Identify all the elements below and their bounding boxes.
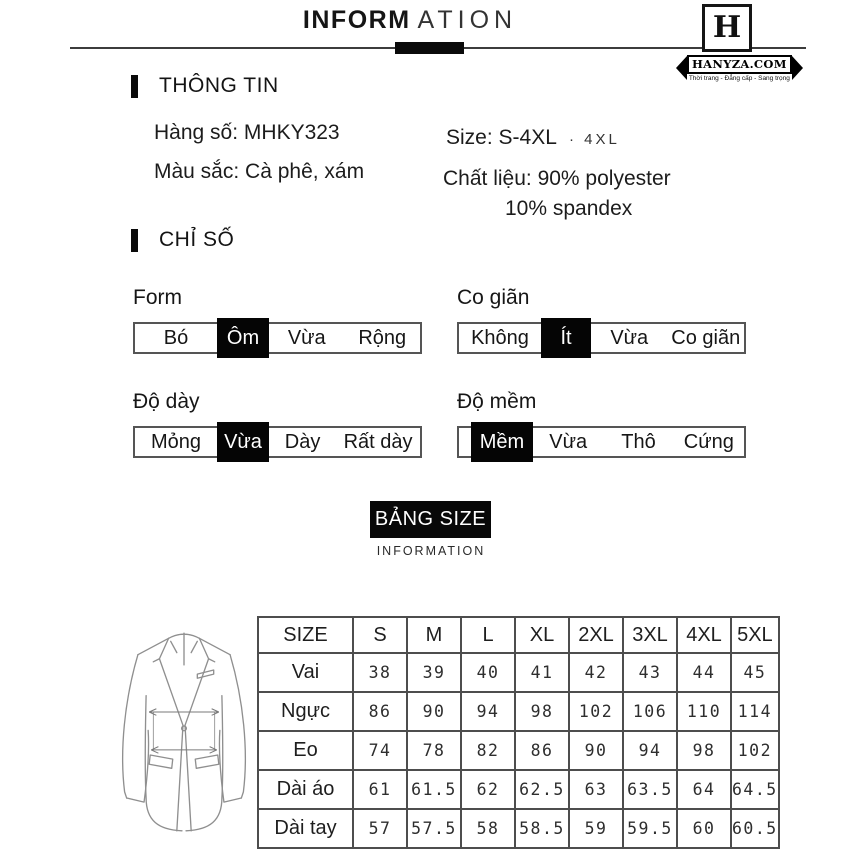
product-code-value: MHKY323 <box>243 121 340 144</box>
size-table-header-cell: L <box>461 617 515 653</box>
size-table-cell: 82 <box>461 731 515 770</box>
size-table-cell: 42 <box>569 653 623 692</box>
size-table-cell: 94 <box>461 692 515 731</box>
size-table-cell: 40 <box>461 653 515 692</box>
page-title <box>0 6 820 35</box>
size-table-cell: 45 <box>731 653 779 692</box>
size-table-cell: 86 <box>515 731 569 770</box>
scale-option: Cứng <box>683 430 734 453</box>
size-table-body <box>258 653 779 848</box>
size-table-cell: 90 <box>569 731 623 770</box>
size-table-row <box>258 770 779 809</box>
size-table-header-cell: S <box>353 617 407 653</box>
size-table-header-cell: 3XL <box>623 617 677 653</box>
scale-option: Co giãn <box>671 326 741 349</box>
size-table-cell: 60.5 <box>731 809 779 848</box>
size-table-header-cell: 4XL <box>677 617 731 653</box>
size-table-header-cell: XL <box>515 617 569 653</box>
scale-thickness <box>133 390 422 458</box>
section-heading-metrics-label: CHỈ SỐ <box>159 228 235 251</box>
scale-option-selected: Vừa <box>217 422 269 462</box>
size-table-cell: 60 <box>677 809 731 848</box>
size-table-cell: 61 <box>353 770 407 809</box>
ribbon-center <box>687 55 792 82</box>
scale-thickness-label: Độ dày <box>133 390 200 413</box>
scale-option-selected: Ôm <box>217 318 269 358</box>
size-table-row <box>258 653 779 692</box>
size-table-cell: 102 <box>569 692 623 731</box>
size-table-header-cell: 5XL <box>731 617 779 653</box>
size-chart-subtitle: INFORMATION <box>376 544 486 558</box>
page-title-strong: INFORM <box>302 6 411 34</box>
brand-monogram: H <box>712 10 742 45</box>
scale-softness-track <box>457 426 746 458</box>
scale-form <box>133 286 422 354</box>
size-table-row-label: Vai <box>258 653 353 692</box>
product-code-line <box>154 121 340 145</box>
scale-stretch-label: Co giãn <box>457 286 530 309</box>
scale-stretch-track <box>457 322 746 354</box>
product-color-label: Màu sắc: <box>154 160 240 183</box>
section-heading-info <box>131 74 279 98</box>
section-bar-icon <box>131 229 138 252</box>
section-bar-icon <box>131 75 138 98</box>
product-material-line-2 <box>505 197 632 221</box>
scale-option: Dày <box>284 430 321 453</box>
size-table-row <box>258 731 779 770</box>
size-table-cell: 102 <box>731 731 779 770</box>
size-table-cell: 94 <box>623 731 677 770</box>
size-table-head-row <box>258 617 779 653</box>
jacket-line-art <box>111 626 257 839</box>
size-table-cell: 63.5 <box>623 770 677 809</box>
size-table-cell: 41 <box>515 653 569 692</box>
size-table-header-cell: 2XL <box>569 617 623 653</box>
size-table-cell: 64.5 <box>731 770 779 809</box>
size-table-cell: 58 <box>461 809 515 848</box>
scale-option: Rất dày <box>343 430 413 453</box>
size-table-cell: 90 <box>407 692 461 731</box>
size-table-cell: 44 <box>677 653 731 692</box>
size-table-header-cell: M <box>407 617 461 653</box>
section-heading-info-label: THÔNG TIN <box>159 74 279 97</box>
size-table-cell: 43 <box>623 653 677 692</box>
scale-option: Rộng <box>358 326 407 349</box>
size-table-cell: 59.5 <box>623 809 677 848</box>
size-table-cell: 114 <box>731 692 779 731</box>
scale-stretch <box>457 286 746 354</box>
section-heading-metrics <box>131 228 234 252</box>
size-table-cell: 106 <box>623 692 677 731</box>
header-divider-accent <box>395 42 464 54</box>
product-size-label: Size: <box>446 126 493 149</box>
scale-form-track <box>133 322 422 354</box>
size-table <box>257 616 780 849</box>
size-table-header-cell: SIZE <box>258 617 353 653</box>
scale-form-label: Form <box>133 286 182 309</box>
brand-ribbon <box>676 55 790 82</box>
size-table-row-label: Dài áo <box>258 770 353 809</box>
scale-option-selected: Mềm <box>471 422 533 462</box>
size-table-cell: 110 <box>677 692 731 731</box>
scale-option: Vừa <box>287 326 326 349</box>
size-table-cell: 58.5 <box>515 809 569 848</box>
size-table-cell: 62.5 <box>515 770 569 809</box>
product-color-line <box>154 160 364 184</box>
size-table-row <box>258 692 779 731</box>
size-table-cell: 86 <box>353 692 407 731</box>
size-table-cell: 74 <box>353 731 407 770</box>
size-table-cell: 62 <box>461 770 515 809</box>
size-table-cell: 63 <box>569 770 623 809</box>
scale-thickness-track <box>133 426 422 458</box>
product-size-value: S-4XL <box>498 126 557 149</box>
ribbon-left-arrow-icon <box>676 56 687 80</box>
scale-softness <box>457 390 746 458</box>
scale-softness-label: Độ mềm <box>457 390 537 413</box>
product-color-value: Cà phê, xám <box>245 160 365 183</box>
brand-tagline: Thời trang - Đẳng cấp - Sang trọng <box>688 75 790 82</box>
scale-option: Bó <box>163 326 189 349</box>
size-table-cell: 59 <box>569 809 623 848</box>
size-table-cell: 38 <box>353 653 407 692</box>
size-table-cell: 98 <box>677 731 731 770</box>
product-size-suffix: · 4XL <box>568 131 620 148</box>
product-code-label: Hàng số: <box>154 121 239 144</box>
ribbon-right-arrow-icon <box>792 56 803 80</box>
size-table-row-label: Eo <box>258 731 353 770</box>
brand-name: HANYZA.COM <box>687 55 792 74</box>
product-material-line <box>443 167 671 191</box>
scale-option: Thô <box>621 430 656 453</box>
size-table-row-label: Dài tay <box>258 809 353 848</box>
scale-option-selected: Ít <box>541 318 591 358</box>
size-table-cell: 57 <box>353 809 407 848</box>
size-table-cell: 57.5 <box>407 809 461 848</box>
scale-option: Vừa <box>610 326 649 349</box>
brand-logo <box>702 4 752 52</box>
size-table-cell: 78 <box>407 731 461 770</box>
size-table-cell: 98 <box>515 692 569 731</box>
size-table-cell: 61.5 <box>407 770 461 809</box>
product-size-line <box>446 126 620 150</box>
scale-option: Vừa <box>549 430 588 453</box>
size-table-cell: 39 <box>407 653 461 692</box>
product-material-value-1: 90% polyester <box>537 167 671 190</box>
product-material-value-2: 10% spandex <box>505 197 633 220</box>
page-title-light: ATION <box>417 6 518 34</box>
size-table-row <box>258 809 779 848</box>
size-chart-badge: BẢNG SIZE <box>370 501 491 538</box>
size-table-cell: 64 <box>677 770 731 809</box>
size-table-row-label: Ngực <box>258 692 353 731</box>
scale-option: Mỏng <box>150 430 202 453</box>
product-material-label: Chất liệu: <box>443 167 532 190</box>
scale-option: Không <box>471 326 529 349</box>
